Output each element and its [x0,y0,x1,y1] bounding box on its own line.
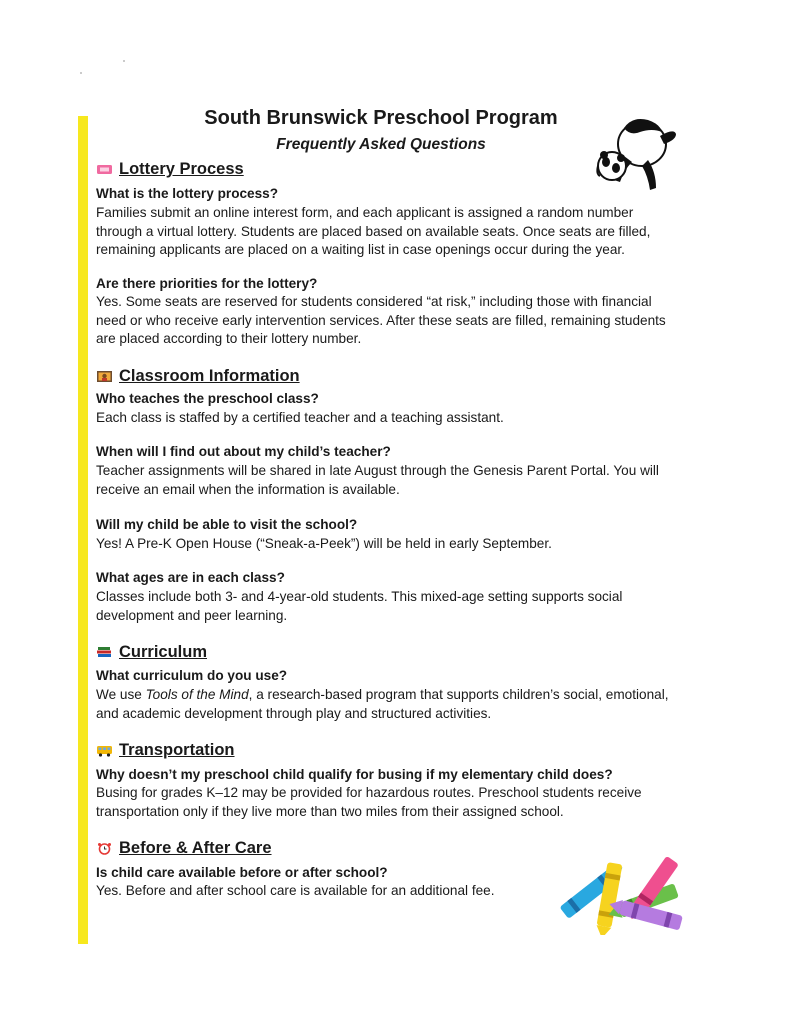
ticket-icon [96,163,113,176]
answer-line: through a virtual lottery. Students are placed based on available seats. Once seats are filled, [96,223,651,239]
answer-text: , a research-based program that supports children’s social, emotional, [248,687,669,702]
faq-answer [96,462,676,499]
panda-icon [590,108,680,198]
scan-speck [80,72,82,74]
section-heading-lottery [96,160,244,179]
answer-line: remaining applicants are placed on a waiting list in case openings occur during the year. [96,242,625,257]
books-icon [96,646,113,659]
faq-question: Is child care available before or after school? [96,865,388,880]
faq-question: Why doesn’t my preschool child qualify for busing if my elementary child does? [96,767,613,782]
section-heading-curriculum [96,643,207,662]
faq-answer [96,204,676,260]
faq-question: Who teaches the preschool class? [96,391,319,406]
faq-question: Are there priorities for the lottery? [96,276,318,291]
answer-line: Yes! A Pre-K Open House (“Sneak-a-Peek”) will be held in early September. [96,536,552,551]
answer-line: Classes include both 3- and 4-year-old students. This mixed-age setting supports social [96,589,623,604]
answer-line: Each class is staffed by a certified teacher and a teaching assistant. [96,410,504,425]
section-heading-label: Curriculum [119,643,208,661]
section-heading-label: Lottery Process [119,160,244,178]
answer-line: Yes. Before and after school care is available for an additional fee. [96,883,495,898]
answer-line: are placed according to their lottery number. [96,331,362,346]
answer-text: We use [96,687,146,702]
curriculum-title: Tools of the Mind [145,687,249,702]
scan-speck [123,60,125,62]
faq-question: Will my child be able to visit the school? [96,517,358,532]
answer-line: need or who receive early intervention services. After these seats are filled, remaining students [96,312,666,328]
faq-question: What is the lottery process? [96,186,279,201]
faq-answer [96,588,676,625]
crayons-icon [548,845,690,935]
section-heading-label: Before & After Care [119,839,272,857]
faq-answer [96,686,676,723]
page-title: South Brunswick Preschool Program [204,107,558,129]
answer-line: Yes. Some seats are reserved for students considered “at risk,” including those with financial [96,294,652,309]
section-heading-before-after-care [96,839,272,858]
section-heading-transportation [96,741,235,760]
faq-answer [96,784,676,821]
section-heading-label: Classroom Information [119,367,300,385]
answer-line: and academic development through play and structured activities. [96,705,492,721]
answer-line: transportation only if they live more than two miles from their assigned school. [96,803,564,819]
bus-icon [96,744,113,757]
section-heading-classroom [96,367,300,386]
page-subtitle: Frequently Asked Questions [276,136,486,153]
faq-question: What ages are in each class? [96,570,285,585]
faq-answer [96,535,676,554]
section-heading-label: Transportation [119,741,235,759]
alarm-clock-icon [96,842,113,855]
answer-line: Families submit an online interest form, and each applicant is assigned a random number [96,205,634,220]
answer-line: Teacher assignments will be shared in late August through the Genesis Parent Portal. You will [96,463,659,478]
teacher-icon [96,370,113,383]
answer-line: development and peer learning. [96,607,288,623]
faq-answer [96,293,676,349]
faq-question: When will I find out about my child’s teacher? [96,444,391,459]
faq-answer [96,409,676,428]
answer-line: Busing for grades K–12 may be provided for hazardous routes. Preschool students receive [96,785,642,800]
answer-line [96,686,676,705]
faq-question: What curriculum do you use? [96,668,288,683]
yellow-margin-bar [78,116,88,944]
answer-line: receive an email when the information is available. [96,481,400,497]
